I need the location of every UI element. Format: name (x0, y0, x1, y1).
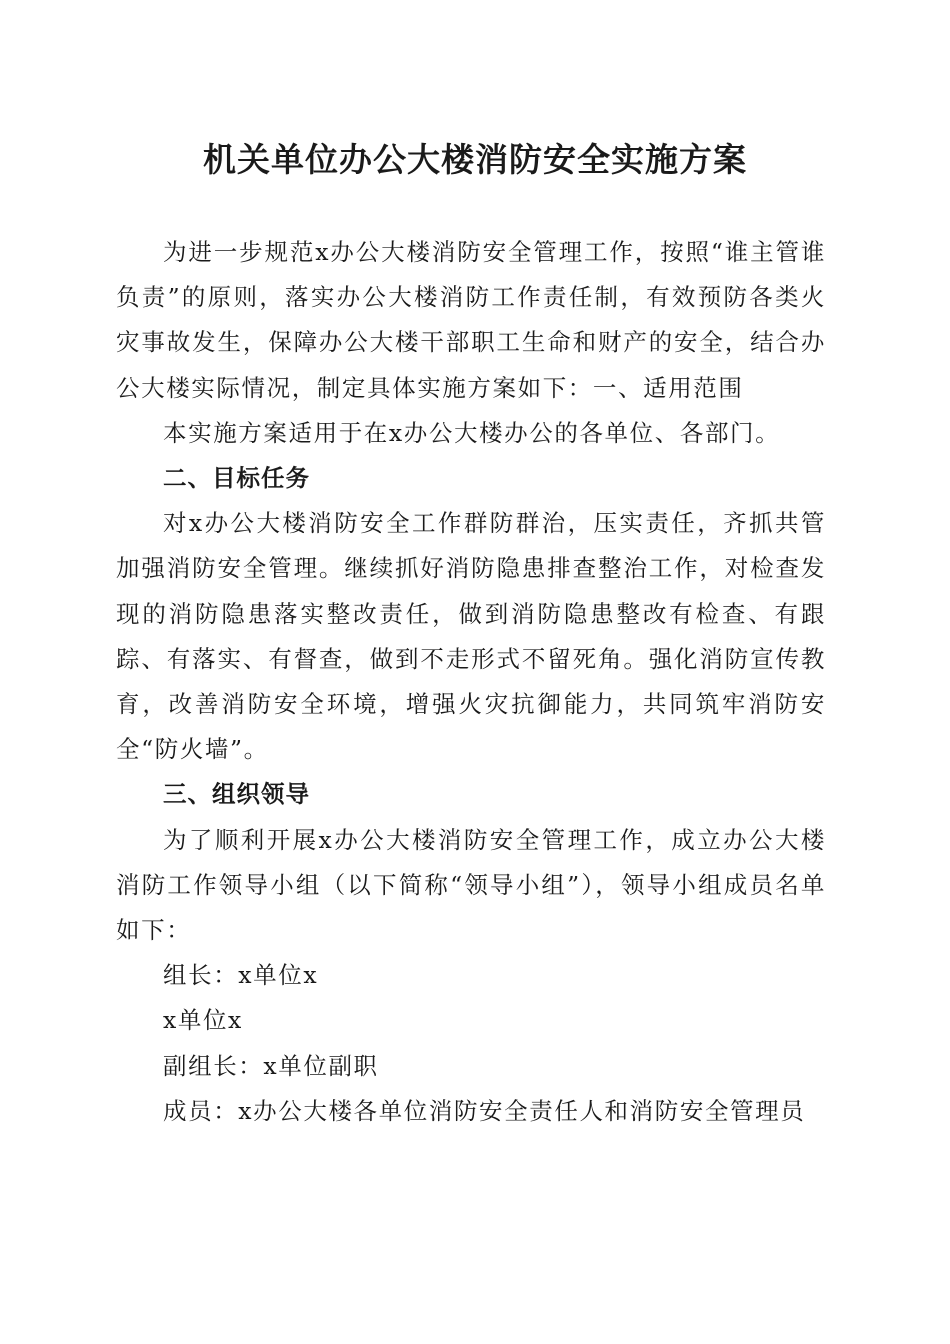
leader-line: 组长：x单位x (163, 961, 319, 990)
goals-paragraph: 对x办公大楼消防安全工作群防群治，压实责任，齐抓共管加强消防安全管理。继续抓好消防隐患排查整治工作，对检查发现的消防隐患落实整改责任，做到消防隐患整改有检查、有跟踪、有落实、有督查，做到不走形式不留死角。强化消防宣传教育，改善消防安全环境，增强火灾抗御能力，共同筑牢消防安全“防火墙”。 (116, 509, 826, 764)
scope-paragraph: 本实施方案适用于在x办公大楼办公的各单位、各部门。 (163, 418, 781, 447)
leadership-paragraph: 为了顺利开展x办公大楼消防安全管理工作，成立办公大楼消防工作领导小组（以下简称“领导小组”），领导小组成员名单如下： (116, 825, 826, 945)
section-heading-leadership: 三、组织领导 (163, 780, 310, 809)
leader-line-2: x单位x (163, 1006, 243, 1035)
section-heading-goals: 二、目标任务 (163, 464, 310, 493)
members-line: 成员：x办公大楼各单位消防安全责任人和消防安全管理员 (163, 1096, 806, 1125)
intro-paragraph: 为进一步规范x办公大楼消防安全管理工作，按照“谁主管谁负责”的原则，落实办公大楼消防工作责任制，有效预防各类火灾事故发生，保障办公大楼干部职工生命和财产的安全，结合办公大楼实际情况，制定具体实施方案如下：一、适用范围 (116, 238, 826, 402)
document-title: 机关单位办公大楼消防安全实施方案 (203, 140, 747, 179)
deputy-leader-line: 副组长：x单位副职 (163, 1051, 379, 1080)
document-body (116, 230, 826, 1134)
